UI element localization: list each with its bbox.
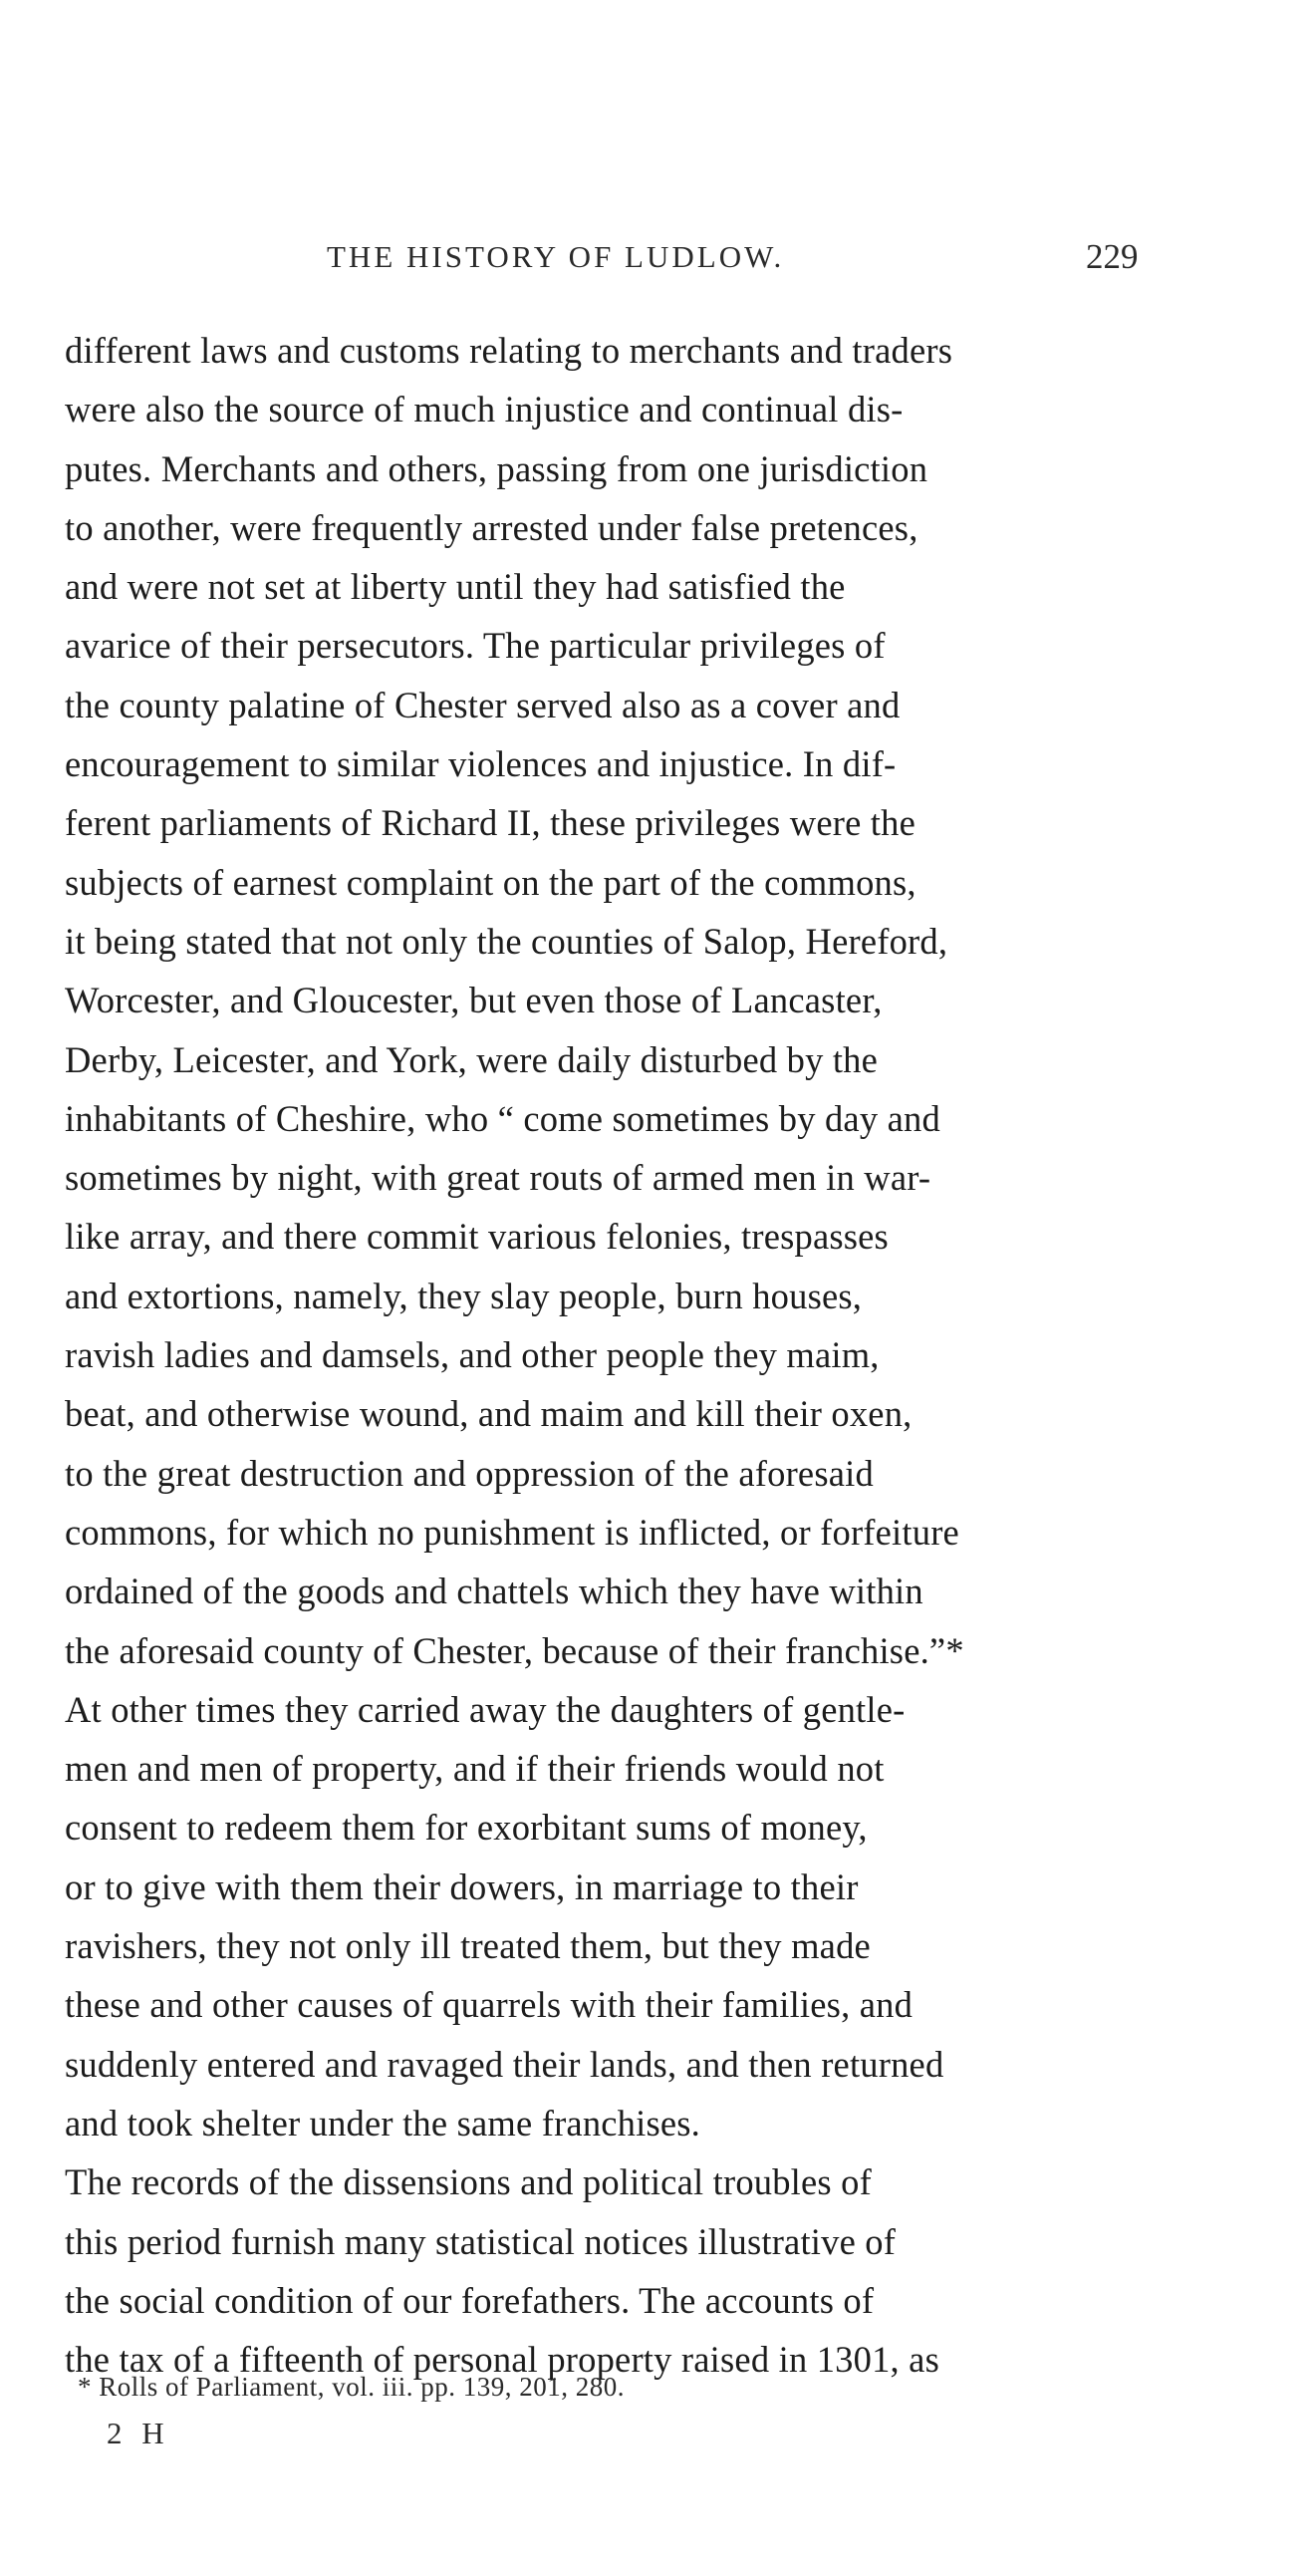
text-line: beat, and otherwise wound, and maim and kill their oxen, xyxy=(65,1393,913,1435)
text-line: and extortions, namely, they slay people, burn houses, xyxy=(65,1275,863,1316)
text-line: the county palatine of Chester served also as a cover and xyxy=(65,684,901,725)
text-line: putes. Merchants and others, passing from one jurisdiction xyxy=(65,447,928,489)
page-header xyxy=(0,239,1308,289)
text-line: ravish ladies and damsels, and other people they maim, xyxy=(65,1334,880,1376)
text-line: to the great destruction and oppression of the aforesaid xyxy=(65,1452,874,1494)
text-line: were also the source of much injustice and continual dis- xyxy=(65,389,904,430)
text-line: sometimes by night, with great routs of armed men in war- xyxy=(65,1157,931,1199)
text-line: men and men of property, and if their friends would not xyxy=(65,1748,885,1790)
page-number: 229 xyxy=(1086,237,1139,276)
running-head: THE HISTORY OF LUDLOW. xyxy=(327,239,785,274)
text-line: inhabitants of Cheshire, who “ come sometimes by day and xyxy=(65,1097,940,1139)
text-line: and took shelter under the same franchises. xyxy=(65,2102,701,2144)
text-line: subjects of earnest complaint on the part of the commons, xyxy=(65,861,916,903)
text-line: avarice of their persecutors. The particular privileges of xyxy=(65,625,886,667)
text-line: encouragement to similar violences and injustice. In dif- xyxy=(65,743,897,785)
text-line: these and other causes of quarrels with their families, and xyxy=(65,1984,914,2026)
text-line: ordained of the goods and chattels which they have within xyxy=(65,1571,923,1612)
text-line: to another, were frequently arrested under false pretences, xyxy=(65,506,918,548)
text-line: Derby, Leicester, and York, were daily disturbed by the xyxy=(65,1038,879,1080)
text-line: like array, and there commit various felonies, trespasses xyxy=(65,1216,889,1258)
text-line: consent to redeem them for exorbitant sums of money, xyxy=(65,1807,868,1849)
text-line: At other times they carried away the daughters of gentle- xyxy=(65,1688,906,1730)
text-line: suddenly entered and ravaged their lands, and then returned xyxy=(65,2043,944,2085)
text-line: or to give with them their dowers, in marriage to their xyxy=(65,1865,859,1907)
text-line: ravishers, they not only ill treated them, but they made xyxy=(65,1925,871,1967)
body-text xyxy=(65,321,1250,2389)
text-line: ferent parliaments of Richard II, these privileges were the xyxy=(65,802,916,844)
text-line: the aforesaid county of Chester, because of their franchise.”* xyxy=(65,1629,964,1671)
text-line: different laws and customs relating to merchants and traders xyxy=(65,330,953,371)
footnote: * Rolls of Parliament, vol. iii. pp. 139, 201, 280. xyxy=(78,2372,625,2402)
text-line: commons, for which no punishment is inflicted, or forfeiture xyxy=(65,1511,959,1553)
text-line: the social condition of our forefathers. The accounts of xyxy=(65,2279,875,2321)
text-line: this period furnish many statistical notices illustrative of xyxy=(65,2220,897,2262)
signature-mark: 2 H xyxy=(107,2416,170,2450)
text-line: the tax of a fifteenth of personal property raised in 1301, as xyxy=(65,2339,939,2381)
text-line: Worcester, and Gloucester, but even those of Lancaster, xyxy=(65,980,883,1021)
text-line: it being stated that not only the counties of Salop, Hereford, xyxy=(65,920,948,962)
text-line: The records of the dissensions and political troubles of xyxy=(65,2161,872,2203)
text-line: and were not set at liberty until they had satisfied the xyxy=(65,566,846,608)
